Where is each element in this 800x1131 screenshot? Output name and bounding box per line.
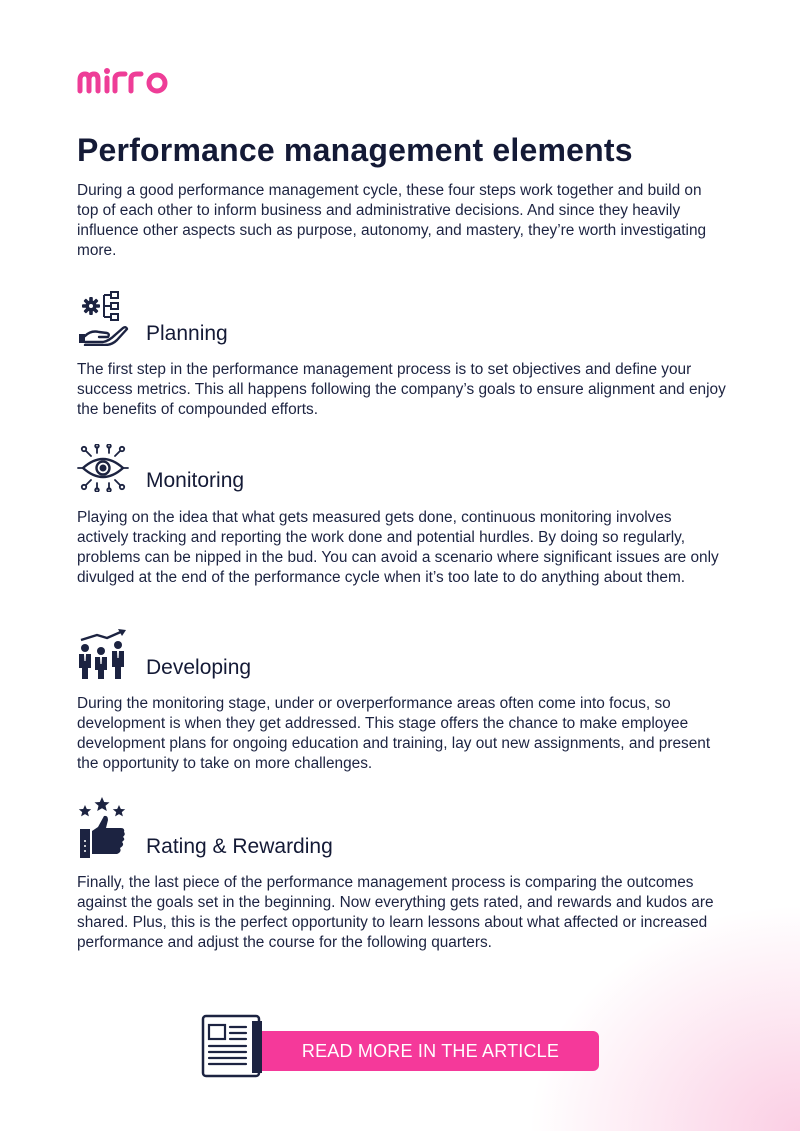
- section-body-developing: During the monitoring stage, under or overperformance areas often come into focus, so development is when they get addressed. This stage offers the chance to make employee development plans for ongoing education and training, lay out new assignments, and present the opportunity to take on more challenges.: [77, 695, 711, 772]
- miro-logo[interactable]: [77, 66, 177, 101]
- section-title-monitoring: Monitoring: [146, 469, 245, 492]
- thumbs-up-stars-icon: [77, 796, 129, 865]
- miro-logo-mark: [77, 66, 177, 96]
- section-body-rating-rewarding: Finally, the last piece of the performance management process is comparing the outcomes against the goals set in the beginning. Now everything gets rated, and rewards and kudos are shared. Plus, this is the perfect opportunity to learn lessons about what affected or increased performance and adjust the course for the following quarters.: [77, 874, 714, 951]
- team-growth-icon: [77, 628, 129, 685]
- gear-plan-hand-icon: [77, 290, 129, 351]
- section-body-planning: The first step in the performance management process is to set objectives and define your success metrics. This all happens following the company’s goals to ensure alignment and enjoy the benefits of compounded efforts.: [77, 361, 726, 418]
- section-title-developing: Developing: [146, 656, 252, 679]
- intro-paragraph: During a good performance management cycle, these four steps work together and build on top of each other to inform business and administrative decisions. And since they heavily influence other aspects such as purpose, autonomy, and mastery, they’re worth investigating more.: [77, 182, 707, 259]
- eye-network-icon: [77, 444, 129, 497]
- section-title-rating-rewarding: Rating & Rewarding: [146, 835, 333, 858]
- newspaper-icon: [200, 1013, 266, 1084]
- section-title-planning: Planning: [146, 322, 228, 345]
- page-title: Performance management elements: [77, 132, 633, 168]
- section-body-monitoring: Playing on the idea that what gets measured gets done, continuous monitoring involves actively tracking and reporting the work done and potential hurdles. By doing so regularly, problems can be nipped in the bud. You can avoid a scenario where significant issues are only divulged at the end of the performance cycle when it’s too late to do anything about them.: [77, 509, 719, 586]
- read-more-button[interactable]: READ MORE IN THE ARTICLE: [262, 1031, 599, 1071]
